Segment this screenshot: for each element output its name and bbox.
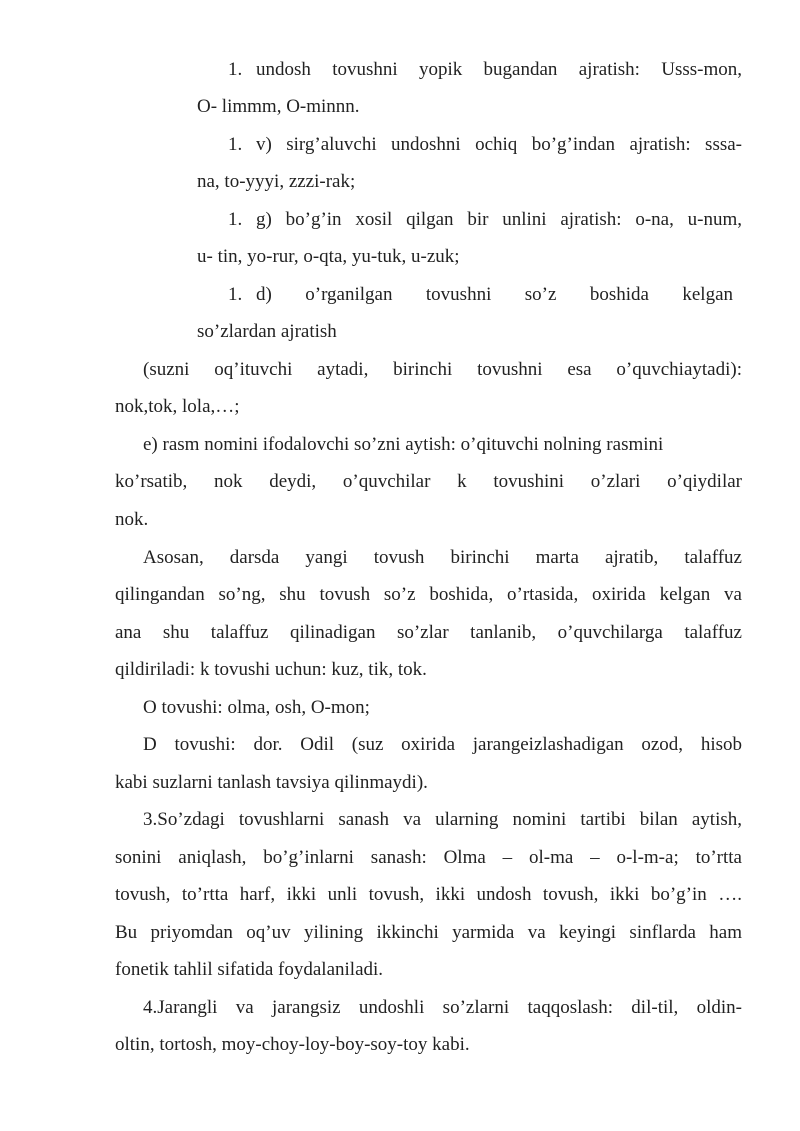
list-item-2-number: 1. — [228, 134, 243, 155]
list-item-4-text: d) o’rganilgan tovushni so’z boshida kelgan — [256, 284, 733, 305]
list-item-4-number: 1. — [228, 284, 243, 305]
paragraph-6-line-3: tovush, to’rtta harf, ikki unli tovush, ikki undosh tovush, ikki bo’g’in …. — [115, 884, 742, 905]
list-item-3-line-2: u- tin, yo-rur, o-qta, yu-tuk, u-zuk; — [197, 246, 460, 267]
list-item-2-line-1 — [228, 133, 742, 157]
list-item-1-number: 1. — [228, 59, 243, 80]
paragraph-2-line-3: nok. — [115, 509, 149, 530]
paragraph-3-line-1: Asosan, darsda yangi tovush birinchi marta ajratib, talaffuz — [143, 547, 742, 568]
paragraph-1-line-2: nok,tok, lola,…; — [115, 396, 240, 417]
paragraph-6-line-5: fonetik tahlil sifatida foydalaniladi. — [115, 959, 384, 980]
list-item-1-text: undosh tovushni yopik bugandan ajratish: Usss-mon, — [256, 59, 742, 80]
list-item-1-line-1 — [228, 58, 742, 82]
paragraph-3-line-4: qildiriladi: k tovushi uchun: kuz, tik, tok. — [115, 659, 427, 680]
paragraph-2-line-1: e) rasm nomini ifodalovchi so’zni aytish: o’qituvchi nolning rasmini — [143, 434, 664, 455]
paragraph-3-line-2: qilingandan so’ng, shu tovush so’z boshida, o’rtasida, oxirida kelgan va — [115, 584, 742, 605]
list-item-2-line-2: na, to-yyyi, zzzi-rak; — [197, 171, 356, 192]
list-item-3-text: g) bo’g’in xosil qilgan bir unlini ajratish: o-na, u-num, — [256, 209, 742, 230]
paragraph-2-line-2: ko’rsatib, nok deydi, o’quvchilar k tovushini o’zlari o’qiydilar — [115, 471, 742, 492]
paragraph-6-line-2: sonini aniqlash, bo’g’inlarni sanash: Olma – ol-ma – o-l-m-a; to’rtta — [115, 847, 742, 868]
list-item-3-number: 1. — [228, 209, 243, 230]
paragraph-6-line-1: 3.So’zdagi tovushlarni sanash va ularning nomini tartibi bilan aytish, — [143, 809, 742, 830]
paragraph-3-line-3: ana shu talaffuz qilinadigan so’zlar tanlanib, o’quvchilarga talaffuz — [115, 622, 742, 643]
paragraph-1-line-1: (suzni oq’ituvchi aytadi, birinchi tovushni esa o’quvchiaytadi): — [143, 359, 742, 380]
paragraph-4-line-1: O tovushi: olma, osh, O-mon; — [143, 697, 370, 718]
list-item-1-line-2: O- limmm, O-minnn. — [197, 96, 360, 117]
list-item-3-line-1 — [228, 208, 742, 232]
list-item-2-text: v) sirg’aluvchi undoshni ochiq bo’g’indan ajratish: sssa- — [256, 134, 742, 155]
paragraph-7-line-1: 4.Jarangli va jarangsiz undoshli so’zlarni taqqoslash: dil-til, oldin- — [143, 997, 742, 1018]
paragraph-6-line-4: Bu priyomdan oq’uv yilining ikkinchi yarmida va keyingi sinflarda ham — [115, 922, 742, 943]
paragraph-5-line-2: kabi suzlarni tanlash tavsiya qilinmaydi). — [115, 772, 428, 793]
paragraph-5-line-1: D tovushi: dor. Odil (suz oxirida jarangeizlashadigan ozod, hisob — [143, 734, 742, 755]
paragraph-7-line-2: oltin, tortosh, moy-choy-loy-boy-soy-toy kabi. — [115, 1034, 470, 1055]
list-item-4-line-1 — [228, 283, 733, 307]
list-item-4-line-2: so’zlardan ajratish — [197, 321, 337, 342]
